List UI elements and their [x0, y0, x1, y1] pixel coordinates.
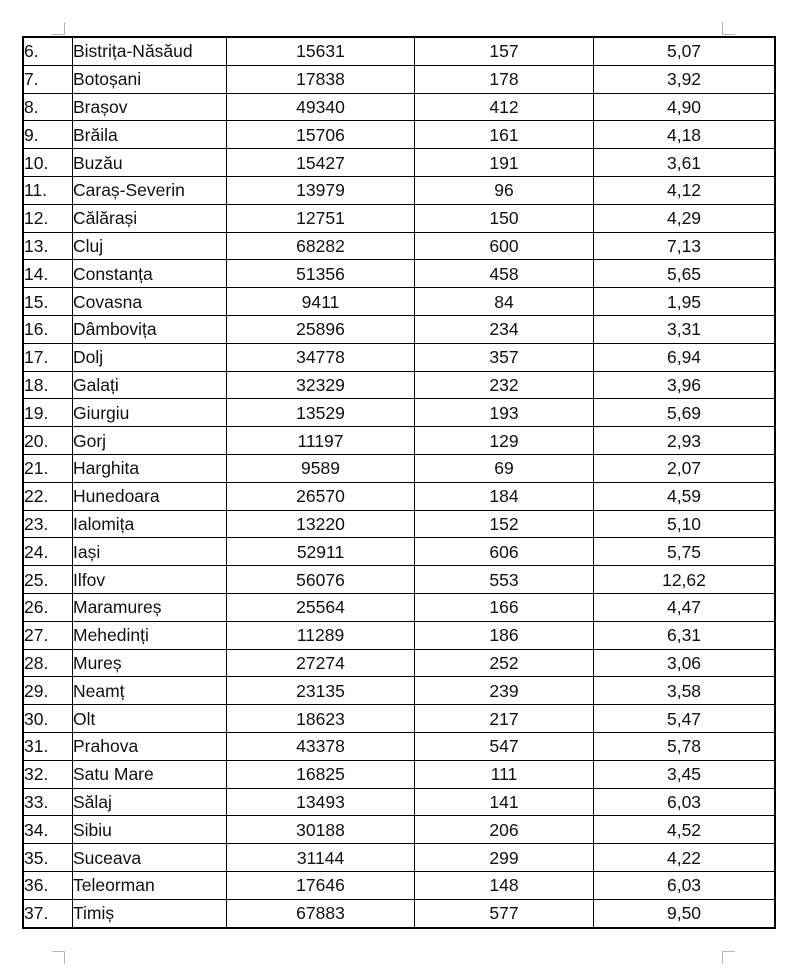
row-number-cell: 6.: [23, 37, 73, 65]
value-a-cell: 52911: [227, 538, 415, 566]
value-b-cell: 166: [415, 593, 594, 621]
county-name-cell: Satu Mare: [73, 760, 227, 788]
value-a-cell: 43378: [227, 732, 415, 760]
value-c-cell: 4,59: [594, 482, 776, 510]
row-number-cell: 28.: [23, 649, 73, 677]
table-row: [23, 176, 775, 204]
table-row: [23, 149, 775, 177]
row-number-cell: 8.: [23, 93, 73, 121]
table-row: [23, 899, 775, 927]
county-name-cell: Brașov: [73, 93, 227, 121]
value-b-cell: 252: [415, 649, 594, 677]
value-c-cell: 4,47: [594, 593, 776, 621]
value-a-cell: 31144: [227, 844, 415, 872]
table-row: [23, 482, 775, 510]
county-name-cell: Cluj: [73, 232, 227, 260]
table-row: [23, 816, 775, 844]
table-row: [23, 677, 775, 705]
value-c-cell: 3,31: [594, 315, 776, 343]
value-a-cell: 32329: [227, 371, 415, 399]
value-c-cell: 5,07: [594, 37, 776, 65]
value-b-cell: 157: [415, 37, 594, 65]
value-c-cell: 4,12: [594, 176, 776, 204]
county-name-cell: Iași: [73, 538, 227, 566]
table-row: [23, 93, 775, 121]
table-row: [23, 454, 775, 482]
table-row: [23, 538, 775, 566]
row-number-cell: 15.: [23, 288, 73, 316]
value-b-cell: 161: [415, 121, 594, 149]
row-number-cell: 35.: [23, 844, 73, 872]
value-c-cell: 6,31: [594, 621, 776, 649]
value-a-cell: 17646: [227, 871, 415, 899]
value-c-cell: 5,75: [594, 538, 776, 566]
table-row: [23, 732, 775, 760]
value-b-cell: 148: [415, 871, 594, 899]
table-row: [23, 649, 775, 677]
table-row: [23, 427, 775, 455]
value-c-cell: 4,29: [594, 204, 776, 232]
row-number-cell: 22.: [23, 482, 73, 510]
table-row: [23, 65, 775, 93]
value-c-cell: 3,58: [594, 677, 776, 705]
row-number-cell: 7.: [23, 65, 73, 93]
table-row: [23, 593, 775, 621]
value-c-cell: 4,52: [594, 816, 776, 844]
row-number-cell: 14.: [23, 260, 73, 288]
value-c-cell: 6,94: [594, 343, 776, 371]
table-row: [23, 705, 775, 733]
value-c-cell: 5,47: [594, 705, 776, 733]
value-a-cell: 49340: [227, 93, 415, 121]
value-a-cell: 9411: [227, 288, 415, 316]
row-number-cell: 21.: [23, 454, 73, 482]
table-row: [23, 315, 775, 343]
value-a-cell: 13220: [227, 510, 415, 538]
table-row: [23, 566, 775, 594]
county-name-cell: Constanța: [73, 260, 227, 288]
value-a-cell: 13493: [227, 788, 415, 816]
value-a-cell: 15427: [227, 149, 415, 177]
value-c-cell: 6,03: [594, 788, 776, 816]
county-name-cell: Dâmbovița: [73, 315, 227, 343]
value-c-cell: 3,96: [594, 371, 776, 399]
value-b-cell: 206: [415, 816, 594, 844]
county-name-cell: Olt: [73, 705, 227, 733]
value-a-cell: 13529: [227, 399, 415, 427]
value-b-cell: 184: [415, 482, 594, 510]
table-row: [23, 399, 775, 427]
row-number-cell: 29.: [23, 677, 73, 705]
value-a-cell: 25896: [227, 315, 415, 343]
table-row: [23, 371, 775, 399]
county-name-cell: Botoșani: [73, 65, 227, 93]
crop-mark-bottom-left: [52, 951, 65, 964]
value-c-cell: 3,45: [594, 760, 776, 788]
county-name-cell: Ilfov: [73, 566, 227, 594]
value-b-cell: 178: [415, 65, 594, 93]
row-number-cell: 32.: [23, 760, 73, 788]
value-c-cell: 3,92: [594, 65, 776, 93]
row-number-cell: 34.: [23, 816, 73, 844]
value-b-cell: 458: [415, 260, 594, 288]
county-name-cell: Mehedinți: [73, 621, 227, 649]
county-name-cell: Prahova: [73, 732, 227, 760]
value-a-cell: 26570: [227, 482, 415, 510]
value-b-cell: 234: [415, 315, 594, 343]
value-b-cell: 357: [415, 343, 594, 371]
value-a-cell: 11197: [227, 427, 415, 455]
row-number-cell: 17.: [23, 343, 73, 371]
value-a-cell: 68282: [227, 232, 415, 260]
table-row: [23, 788, 775, 816]
county-name-cell: Mureș: [73, 649, 227, 677]
value-b-cell: 412: [415, 93, 594, 121]
county-name-cell: Timiș: [73, 899, 227, 927]
county-name-cell: Buzău: [73, 149, 227, 177]
county-name-cell: Giurgiu: [73, 399, 227, 427]
value-a-cell: 34778: [227, 343, 415, 371]
table-row: [23, 871, 775, 899]
value-c-cell: 6,03: [594, 871, 776, 899]
county-statistics-table: [22, 36, 776, 929]
value-a-cell: 30188: [227, 816, 415, 844]
value-b-cell: 84: [415, 288, 594, 316]
value-a-cell: 15706: [227, 121, 415, 149]
crop-mark-top-right: [722, 22, 735, 35]
value-c-cell: 2,07: [594, 454, 776, 482]
value-b-cell: 129: [415, 427, 594, 455]
county-name-cell: Călărași: [73, 204, 227, 232]
table-row: [23, 844, 775, 872]
row-number-cell: 36.: [23, 871, 73, 899]
county-name-cell: Neamț: [73, 677, 227, 705]
value-b-cell: 69: [415, 454, 594, 482]
table-row: [23, 288, 775, 316]
value-a-cell: 23135: [227, 677, 415, 705]
value-b-cell: 606: [415, 538, 594, 566]
row-number-cell: 19.: [23, 399, 73, 427]
table-row: [23, 760, 775, 788]
table-row: [23, 37, 775, 65]
value-a-cell: 17838: [227, 65, 415, 93]
row-number-cell: 18.: [23, 371, 73, 399]
value-a-cell: 16825: [227, 760, 415, 788]
value-b-cell: 96: [415, 176, 594, 204]
row-number-cell: 11.: [23, 176, 73, 204]
value-b-cell: 152: [415, 510, 594, 538]
value-c-cell: 5,10: [594, 510, 776, 538]
county-name-cell: Harghita: [73, 454, 227, 482]
table-row: [23, 621, 775, 649]
county-name-cell: Sălaj: [73, 788, 227, 816]
row-number-cell: 25.: [23, 566, 73, 594]
value-c-cell: 5,65: [594, 260, 776, 288]
value-a-cell: 18623: [227, 705, 415, 733]
value-c-cell: 9,50: [594, 899, 776, 927]
county-name-cell: Teleorman: [73, 871, 227, 899]
table-row: [23, 510, 775, 538]
value-a-cell: 56076: [227, 566, 415, 594]
county-name-cell: Dolj: [73, 343, 227, 371]
county-name-cell: Ialomița: [73, 510, 227, 538]
value-c-cell: 12,62: [594, 566, 776, 594]
value-b-cell: 191: [415, 149, 594, 177]
value-b-cell: 193: [415, 399, 594, 427]
value-c-cell: 4,18: [594, 121, 776, 149]
value-a-cell: 12751: [227, 204, 415, 232]
value-c-cell: 5,78: [594, 732, 776, 760]
value-b-cell: 141: [415, 788, 594, 816]
value-a-cell: 13979: [227, 176, 415, 204]
value-b-cell: 150: [415, 204, 594, 232]
county-name-cell: Caraș-Severin: [73, 176, 227, 204]
table-row: [23, 260, 775, 288]
county-name-cell: Covasna: [73, 288, 227, 316]
value-a-cell: 11289: [227, 621, 415, 649]
table-row: [23, 204, 775, 232]
county-name-cell: Brăila: [73, 121, 227, 149]
value-c-cell: 4,90: [594, 93, 776, 121]
value-c-cell: 4,22: [594, 844, 776, 872]
county-name-cell: Gorj: [73, 427, 227, 455]
value-b-cell: 299: [415, 844, 594, 872]
row-number-cell: 10.: [23, 149, 73, 177]
county-name-cell: Bistrița-Năsăud: [73, 37, 227, 65]
row-number-cell: 23.: [23, 510, 73, 538]
value-b-cell: 547: [415, 732, 594, 760]
county-name-cell: Maramureș: [73, 593, 227, 621]
county-name-cell: Suceava: [73, 844, 227, 872]
row-number-cell: 33.: [23, 788, 73, 816]
value-a-cell: 27274: [227, 649, 415, 677]
value-b-cell: 232: [415, 371, 594, 399]
table-row: [23, 121, 775, 149]
row-number-cell: 31.: [23, 732, 73, 760]
value-c-cell: 1,95: [594, 288, 776, 316]
crop-mark-top-left: [52, 22, 65, 35]
row-number-cell: 13.: [23, 232, 73, 260]
value-b-cell: 217: [415, 705, 594, 733]
row-number-cell: 30.: [23, 705, 73, 733]
value-b-cell: 553: [415, 566, 594, 594]
value-a-cell: 51356: [227, 260, 415, 288]
value-c-cell: 5,69: [594, 399, 776, 427]
row-number-cell: 9.: [23, 121, 73, 149]
table-row: [23, 343, 775, 371]
value-a-cell: 15631: [227, 37, 415, 65]
value-b-cell: 186: [415, 621, 594, 649]
value-b-cell: 111: [415, 760, 594, 788]
row-number-cell: 20.: [23, 427, 73, 455]
value-b-cell: 577: [415, 899, 594, 927]
county-name-cell: Galați: [73, 371, 227, 399]
row-number-cell: 27.: [23, 621, 73, 649]
row-number-cell: 12.: [23, 204, 73, 232]
value-b-cell: 239: [415, 677, 594, 705]
value-a-cell: 25564: [227, 593, 415, 621]
row-number-cell: 24.: [23, 538, 73, 566]
value-c-cell: 3,06: [594, 649, 776, 677]
row-number-cell: 16.: [23, 315, 73, 343]
row-number-cell: 26.: [23, 593, 73, 621]
value-b-cell: 600: [415, 232, 594, 260]
table-row: [23, 232, 775, 260]
value-c-cell: 7,13: [594, 232, 776, 260]
crop-mark-bottom-right: [722, 951, 735, 964]
value-a-cell: 9589: [227, 454, 415, 482]
county-name-cell: Hunedoara: [73, 482, 227, 510]
value-c-cell: 2,93: [594, 427, 776, 455]
value-c-cell: 3,61: [594, 149, 776, 177]
table-body: [23, 37, 775, 928]
row-number-cell: 37.: [23, 899, 73, 927]
county-name-cell: Sibiu: [73, 816, 227, 844]
value-a-cell: 67883: [227, 899, 415, 927]
